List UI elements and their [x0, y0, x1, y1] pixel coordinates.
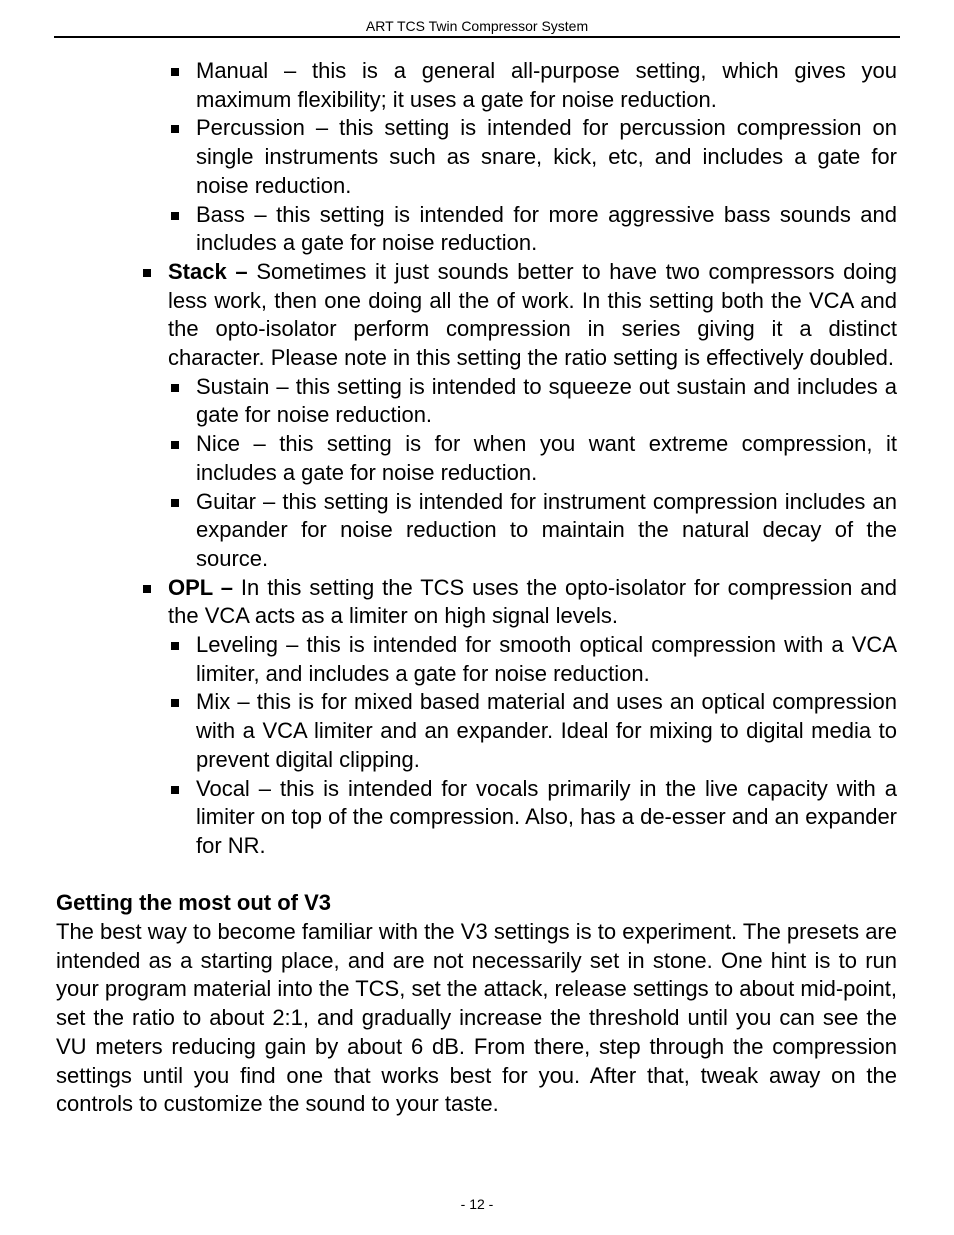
list-item: [196, 488, 897, 574]
header-divider: [54, 36, 900, 38]
list-item-opl: [168, 574, 897, 631]
square-bullet-icon: [171, 642, 179, 650]
page-header-title: ART TCS Twin Compressor System: [365, 18, 589, 34]
square-bullet-icon: [171, 699, 179, 707]
square-bullet-icon: [171, 212, 179, 220]
list-item: [196, 57, 897, 114]
square-bullet-icon: [171, 125, 179, 133]
list-item: [196, 201, 897, 258]
list-item-lead: OPL –: [168, 574, 233, 600]
list-item: [196, 688, 897, 774]
list-item-text: In this setting the TCS uses the opto-isolator for compression and the VCA acts as a limiter on high signal levels.: [168, 574, 897, 629]
list-item: [196, 114, 897, 200]
list-item-text: Bass – this setting is intended for more aggressive bass sounds and includes a gate for noise reduction.: [196, 201, 897, 256]
section-getting-most: [56, 889, 897, 1119]
list-item: [196, 430, 897, 487]
square-bullet-icon: [171, 384, 179, 392]
list-item-text: Guitar – this setting is intended for instrument compression includes an expander for noise reduction to maintain the natural decay of the source.: [196, 488, 897, 571]
list-item-text: Mix – this is for mixed based material and uses an optical compression with a VCA limiter and an expander. Ideal for mixing to digital media to prevent digital clipping.: [196, 689, 897, 772]
list-item-text: Sometimes it just sounds better to have two compressors doing less work, then one doing all the of work. In this setting both the VCA and the opto-isolator perform compression in series giving it a distinct character. Please note in this setting the ratio setting is effectively doubled.: [168, 258, 897, 371]
square-bullet-icon: [171, 786, 179, 794]
list-item-text: Leveling – this is intended for smooth optical compression with a VCA limiter, and includes a gate for noise reduction.: [196, 632, 897, 686]
page-number: - 12 -: [460, 1196, 494, 1212]
list-item-stack: [168, 258, 897, 373]
square-bullet-icon: [171, 68, 179, 76]
list-item-text: Manual – this is a general all-purpose setting, which gives you maximum flexibility; it uses a gate for noise reduction.: [196, 58, 897, 112]
list-item-lead: Stack –: [168, 258, 248, 284]
square-bullet-icon: [143, 269, 151, 277]
section-heading: Getting the most out of V3: [56, 890, 331, 916]
list-item-text: Nice – this setting is for when you want extreme compression, it includes a gate for noise reduction.: [196, 431, 897, 485]
square-bullet-icon: [171, 441, 179, 449]
list-item: [196, 775, 897, 861]
list-item-text: Percussion – this setting is intended for percussion compression on single instruments such as snare, kick, etc, and includes a gate for noise reduction.: [196, 115, 897, 198]
list-item-text: Vocal – this is intended for vocals primarily in the live capacity with a limiter on top of the compression. Also, has a de-esser and an expander for NR.: [196, 775, 897, 858]
list-item: [196, 631, 897, 688]
list-item: [196, 373, 897, 430]
list-item-text: Sustain – this setting is intended to squeeze out sustain and includes a gate for noise reduction.: [196, 373, 897, 428]
square-bullet-icon: [143, 585, 151, 593]
section-body: The best way to become familiar with the V3 settings is to experiment. The presets are intended as a starting place, and are not necessarily set in stone. One hint is to run your program material into the TCS, set the attack, release settings to about mid-point, set the ratio to about 2:1, and gradually increase the threshold until you can see the VU meters reducing gain by about 6 dB. From there, step through the compression settings until you find one that works best for you. After that, tweak away on the controls to customize the sound to your taste.: [56, 919, 897, 1117]
square-bullet-icon: [171, 499, 179, 507]
page-content: [0, 57, 954, 1119]
section-spacer: [0, 861, 954, 890]
